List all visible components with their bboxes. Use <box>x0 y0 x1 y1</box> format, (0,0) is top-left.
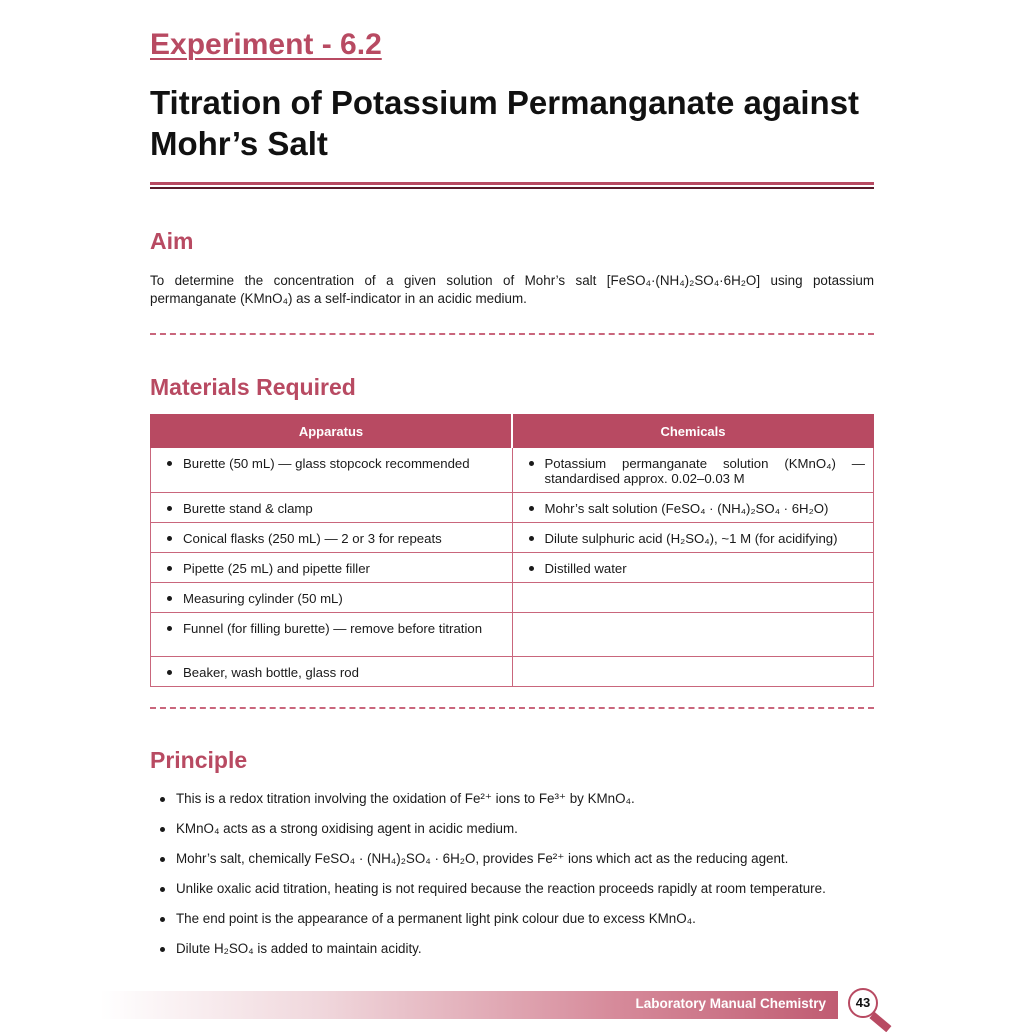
list-item: Burette (50 mL) — glass stopcock recommended <box>159 456 504 471</box>
chemicals-cell-empty <box>512 657 874 687</box>
list-item: The end point is the appearance of a permanent light pink colour due to excess KMnO₄. <box>150 910 874 927</box>
chemicals-cell <box>512 493 874 523</box>
list-item: Mohr’s salt solution (FeSO₄ · (NH₄)₂SO₄ · 6H₂O) <box>521 501 866 516</box>
magnifier-handle-icon <box>869 1012 891 1032</box>
list-item: Funnel (for filling burette) — remove before titration <box>159 621 504 636</box>
principle-heading: Principle <box>150 747 248 773</box>
apparatus-cell <box>151 448 513 493</box>
list-item: Dilute H₂SO₄ is added to maintain acidity. <box>150 940 874 957</box>
list-item: Dilute sulphuric acid (H₂SO₄), ~1 M (for acidifying) <box>521 531 866 546</box>
apparatus-cell <box>151 583 513 613</box>
title-divider <box>150 182 874 189</box>
list-item: Beaker, wash bottle, glass rod <box>159 665 504 680</box>
table-row <box>151 583 874 613</box>
apparatus-cell <box>151 657 513 687</box>
footer-book-title: Laboratory Manual Chemistry <box>635 996 826 1011</box>
experiment-label: Experiment - 6.2 <box>150 28 382 61</box>
list-item: Burette stand & clamp <box>159 501 504 516</box>
table-row <box>151 613 874 657</box>
aim-heading: Aim <box>150 228 194 254</box>
table-row <box>151 493 874 523</box>
chemicals-cell <box>512 553 874 583</box>
apparatus-cell <box>151 613 513 657</box>
apparatus-cell <box>151 553 513 583</box>
chemicals-cell <box>512 448 874 493</box>
table-row <box>151 657 874 687</box>
list-item: This is a redox titration involving the oxidation of Fe²⁺ ions to Fe³⁺ by KMnO₄. <box>150 790 874 807</box>
table-row <box>151 448 874 493</box>
list-item: Measuring cylinder (50 mL) <box>159 591 504 606</box>
chemicals-cell-empty <box>512 583 874 613</box>
table-row <box>151 523 874 553</box>
page-title: Titration of Potassium Permanganate against Mohr’s Salt <box>150 84 860 162</box>
chemicals-cell <box>512 523 874 553</box>
table-header-row <box>151 415 874 448</box>
apparatus-cell <box>151 523 513 553</box>
list-item: Conical flasks (250 mL) — 2 or 3 for repeats <box>159 531 504 546</box>
principle-list <box>150 790 874 957</box>
section-divider <box>150 707 874 709</box>
page-number: 43 <box>848 988 878 1018</box>
aim-text: To determine the concentration of a given solution of Mohr’s salt [FeSO₄·(NH₄)₂SO₄·6H₂O] using potassium permanganate (KMnO₄) as a self-indicator in an acidic medium. <box>150 273 874 306</box>
chemicals-cell-empty <box>512 613 874 657</box>
list-item: Unlike oxalic acid titration, heating is not required because the reaction proceeds rapidly at room temperature. <box>150 880 874 897</box>
list-item: Mohr’s salt, chemically FeSO₄ · (NH₄)₂SO₄ · 6H₂O, provides Fe²⁺ ions which act as the reducing agent. <box>150 850 874 867</box>
list-item: KMnO₄ acts as a strong oxidising agent in acidic medium. <box>150 820 874 837</box>
list-item: Pipette (25 mL) and pipette filler <box>159 561 504 576</box>
materials-table <box>150 414 874 687</box>
column-header-apparatus: Apparatus <box>151 415 513 448</box>
table-row <box>151 553 874 583</box>
apparatus-cell <box>151 493 513 523</box>
materials-heading: Materials Required <box>150 374 356 400</box>
column-header-chemicals: Chemicals <box>512 415 874 448</box>
section-divider <box>150 333 874 335</box>
list-item: Potassium permanganate solution (KMnO₄) — standardised approx. 0.02–0.03 M <box>521 456 866 486</box>
list-item: Distilled water <box>521 561 866 576</box>
